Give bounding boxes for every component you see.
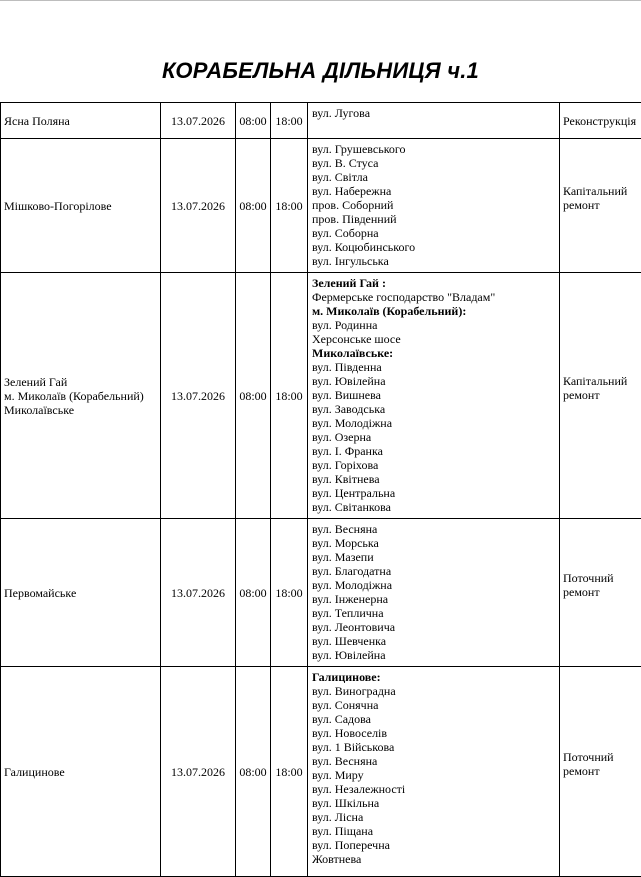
streets-cell: [308, 273, 560, 519]
work-type: [563, 374, 640, 402]
street-name: вул. 1 Військова: [312, 740, 556, 754]
end-time-cell: 18:00: [271, 519, 308, 667]
date-cell: 13.07.2026: [161, 273, 236, 519]
work-type-cell: [560, 667, 641, 877]
street-name: вул. Садова: [312, 712, 556, 726]
street-group-heading: Зелений Гай :: [312, 276, 556, 290]
table-row: [1, 103, 641, 139]
street-name: пров. Соборний: [312, 198, 556, 212]
street-name: вул. Новоселів: [312, 726, 556, 740]
locality-name: м. Миколаїв (Корабельний): [4, 389, 157, 403]
locality-name: Мішково-Погорілове: [4, 199, 157, 213]
table-row: [1, 139, 641, 273]
work-type-cell: [560, 139, 641, 273]
street-name: вул. Виноградна: [312, 684, 556, 698]
street-name: вул. Озерна: [312, 430, 556, 444]
street-name: вул. Грушевського: [312, 142, 556, 156]
streets-cell: [308, 139, 560, 273]
street-name: вул. Інгульська: [312, 254, 556, 268]
street-name: вул. Південна: [312, 360, 556, 374]
street-name: вул. Мазепи: [312, 550, 556, 564]
street-name: вул. Миру: [312, 768, 556, 782]
locality-name: Зелений Гай: [4, 375, 157, 389]
page-top-rule: [0, 0, 641, 1]
street-name: вул. Молодіжна: [312, 416, 556, 430]
work-type: [563, 114, 640, 128]
work-type-line: ремонт: [563, 198, 640, 212]
work-type-cell: [560, 273, 641, 519]
date-cell: 13.07.2026: [161, 667, 236, 877]
street-name: вул. Інженерна: [312, 592, 556, 606]
street-name: вул. Теплична: [312, 606, 556, 620]
street-name: вул. Весняна: [312, 522, 556, 536]
street-name: вул. Молодіжна: [312, 578, 556, 592]
work-type-line: Реконструкція: [563, 114, 640, 128]
work-type-cell: [560, 103, 641, 139]
street-name: вул. І. Франка: [312, 444, 556, 458]
street-name: вул. Світла: [312, 170, 556, 184]
street-name: вул. Набережна: [312, 184, 556, 198]
street-name: вул. Піщана: [312, 824, 556, 838]
streets-cell: [308, 667, 560, 877]
outage-schedule-table: [0, 102, 641, 877]
work-type-line: Поточний: [563, 571, 640, 585]
street-name: вул. Лісна: [312, 810, 556, 824]
locality-name: Миколаївське: [4, 403, 157, 417]
page-title: КОРАБЕЛЬНА ДІЛЬНИЦЯ ч.1: [0, 58, 641, 84]
street-name: вул. В. Стуса: [312, 156, 556, 170]
street-name: вул. Горіхова: [312, 458, 556, 472]
start-time-cell: 08:00: [236, 103, 271, 139]
work-type-line: Поточний: [563, 750, 640, 764]
table-body: [1, 103, 641, 877]
locality-cell: [1, 139, 161, 273]
streets-cell: [308, 519, 560, 667]
date-cell: 13.07.2026: [161, 519, 236, 667]
street-name: вул. Незалежності: [312, 782, 556, 796]
table-row: [1, 519, 641, 667]
work-type-line: ремонт: [563, 585, 640, 599]
street-name: вул. Шкільна: [312, 796, 556, 810]
street-name: вул. Соборна: [312, 226, 556, 240]
street-name: вул. Ювілейна: [312, 374, 556, 388]
end-time-cell: 18:00: [271, 273, 308, 519]
locality-cell: [1, 103, 161, 139]
street-name: вул. Морська: [312, 536, 556, 550]
start-time-cell: 08:00: [236, 519, 271, 667]
street-name: вул. Центральна: [312, 486, 556, 500]
start-time-cell: 08:00: [236, 273, 271, 519]
street-group-heading: м. Миколаїв (Корабельний):: [312, 304, 556, 318]
work-type-line: ремонт: [563, 764, 640, 778]
date-cell: 13.07.2026: [161, 139, 236, 273]
street-name: вул. Лугова: [312, 106, 556, 120]
street-name: пров. Південний: [312, 212, 556, 226]
streets-cell: [308, 103, 560, 139]
street-group-heading: Миколаївське:: [312, 346, 556, 360]
date-cell: 13.07.2026: [161, 103, 236, 139]
locality-cell: [1, 667, 161, 877]
locality-cell: [1, 273, 161, 519]
street-name: вул. Світанкова: [312, 500, 556, 514]
street-name: вул. Сонячна: [312, 698, 556, 712]
end-time-cell: 18:00: [271, 139, 308, 273]
work-type: [563, 571, 640, 599]
street-name: вул. Ювілейна: [312, 648, 556, 662]
street-name: вул. Благодатна: [312, 564, 556, 578]
street-name: вул. Леонтовича: [312, 620, 556, 634]
start-time-cell: 08:00: [236, 667, 271, 877]
street-name: вул. Шевченка: [312, 634, 556, 648]
work-type-line: ремонт: [563, 388, 640, 402]
work-type-cell: [560, 519, 641, 667]
work-type: [563, 184, 640, 212]
street-name: вул. Поперечна: [312, 838, 556, 852]
street-name: вул. Коцюбинського: [312, 240, 556, 254]
locality-name: Галицинове: [4, 765, 157, 779]
street-name: вул. Весняна: [312, 754, 556, 768]
work-type-line: Капітальний: [563, 184, 640, 198]
table-row: [1, 667, 641, 877]
work-type-line: Капітальний: [563, 374, 640, 388]
locality-cell: [1, 519, 161, 667]
street-name: Фермерське господарство "Владам": [312, 290, 556, 304]
start-time-cell: 08:00: [236, 139, 271, 273]
end-time-cell: 18:00: [271, 667, 308, 877]
street-name: вул. Квітнева: [312, 472, 556, 486]
street-name: вул. Заводська: [312, 402, 556, 416]
locality-name: Первомайське: [4, 586, 157, 600]
street-name: Херсонське шосе: [312, 332, 556, 346]
street-name: Жовтнева: [312, 852, 556, 866]
street-name: вул. Вишнева: [312, 388, 556, 402]
table-row: [1, 273, 641, 519]
work-type: [563, 750, 640, 778]
street-group-heading: Галицинове:: [312, 670, 556, 684]
end-time-cell: 18:00: [271, 103, 308, 139]
locality-name: Ясна Поляна: [4, 114, 157, 128]
street-name: вул. Родинна: [312, 318, 556, 332]
